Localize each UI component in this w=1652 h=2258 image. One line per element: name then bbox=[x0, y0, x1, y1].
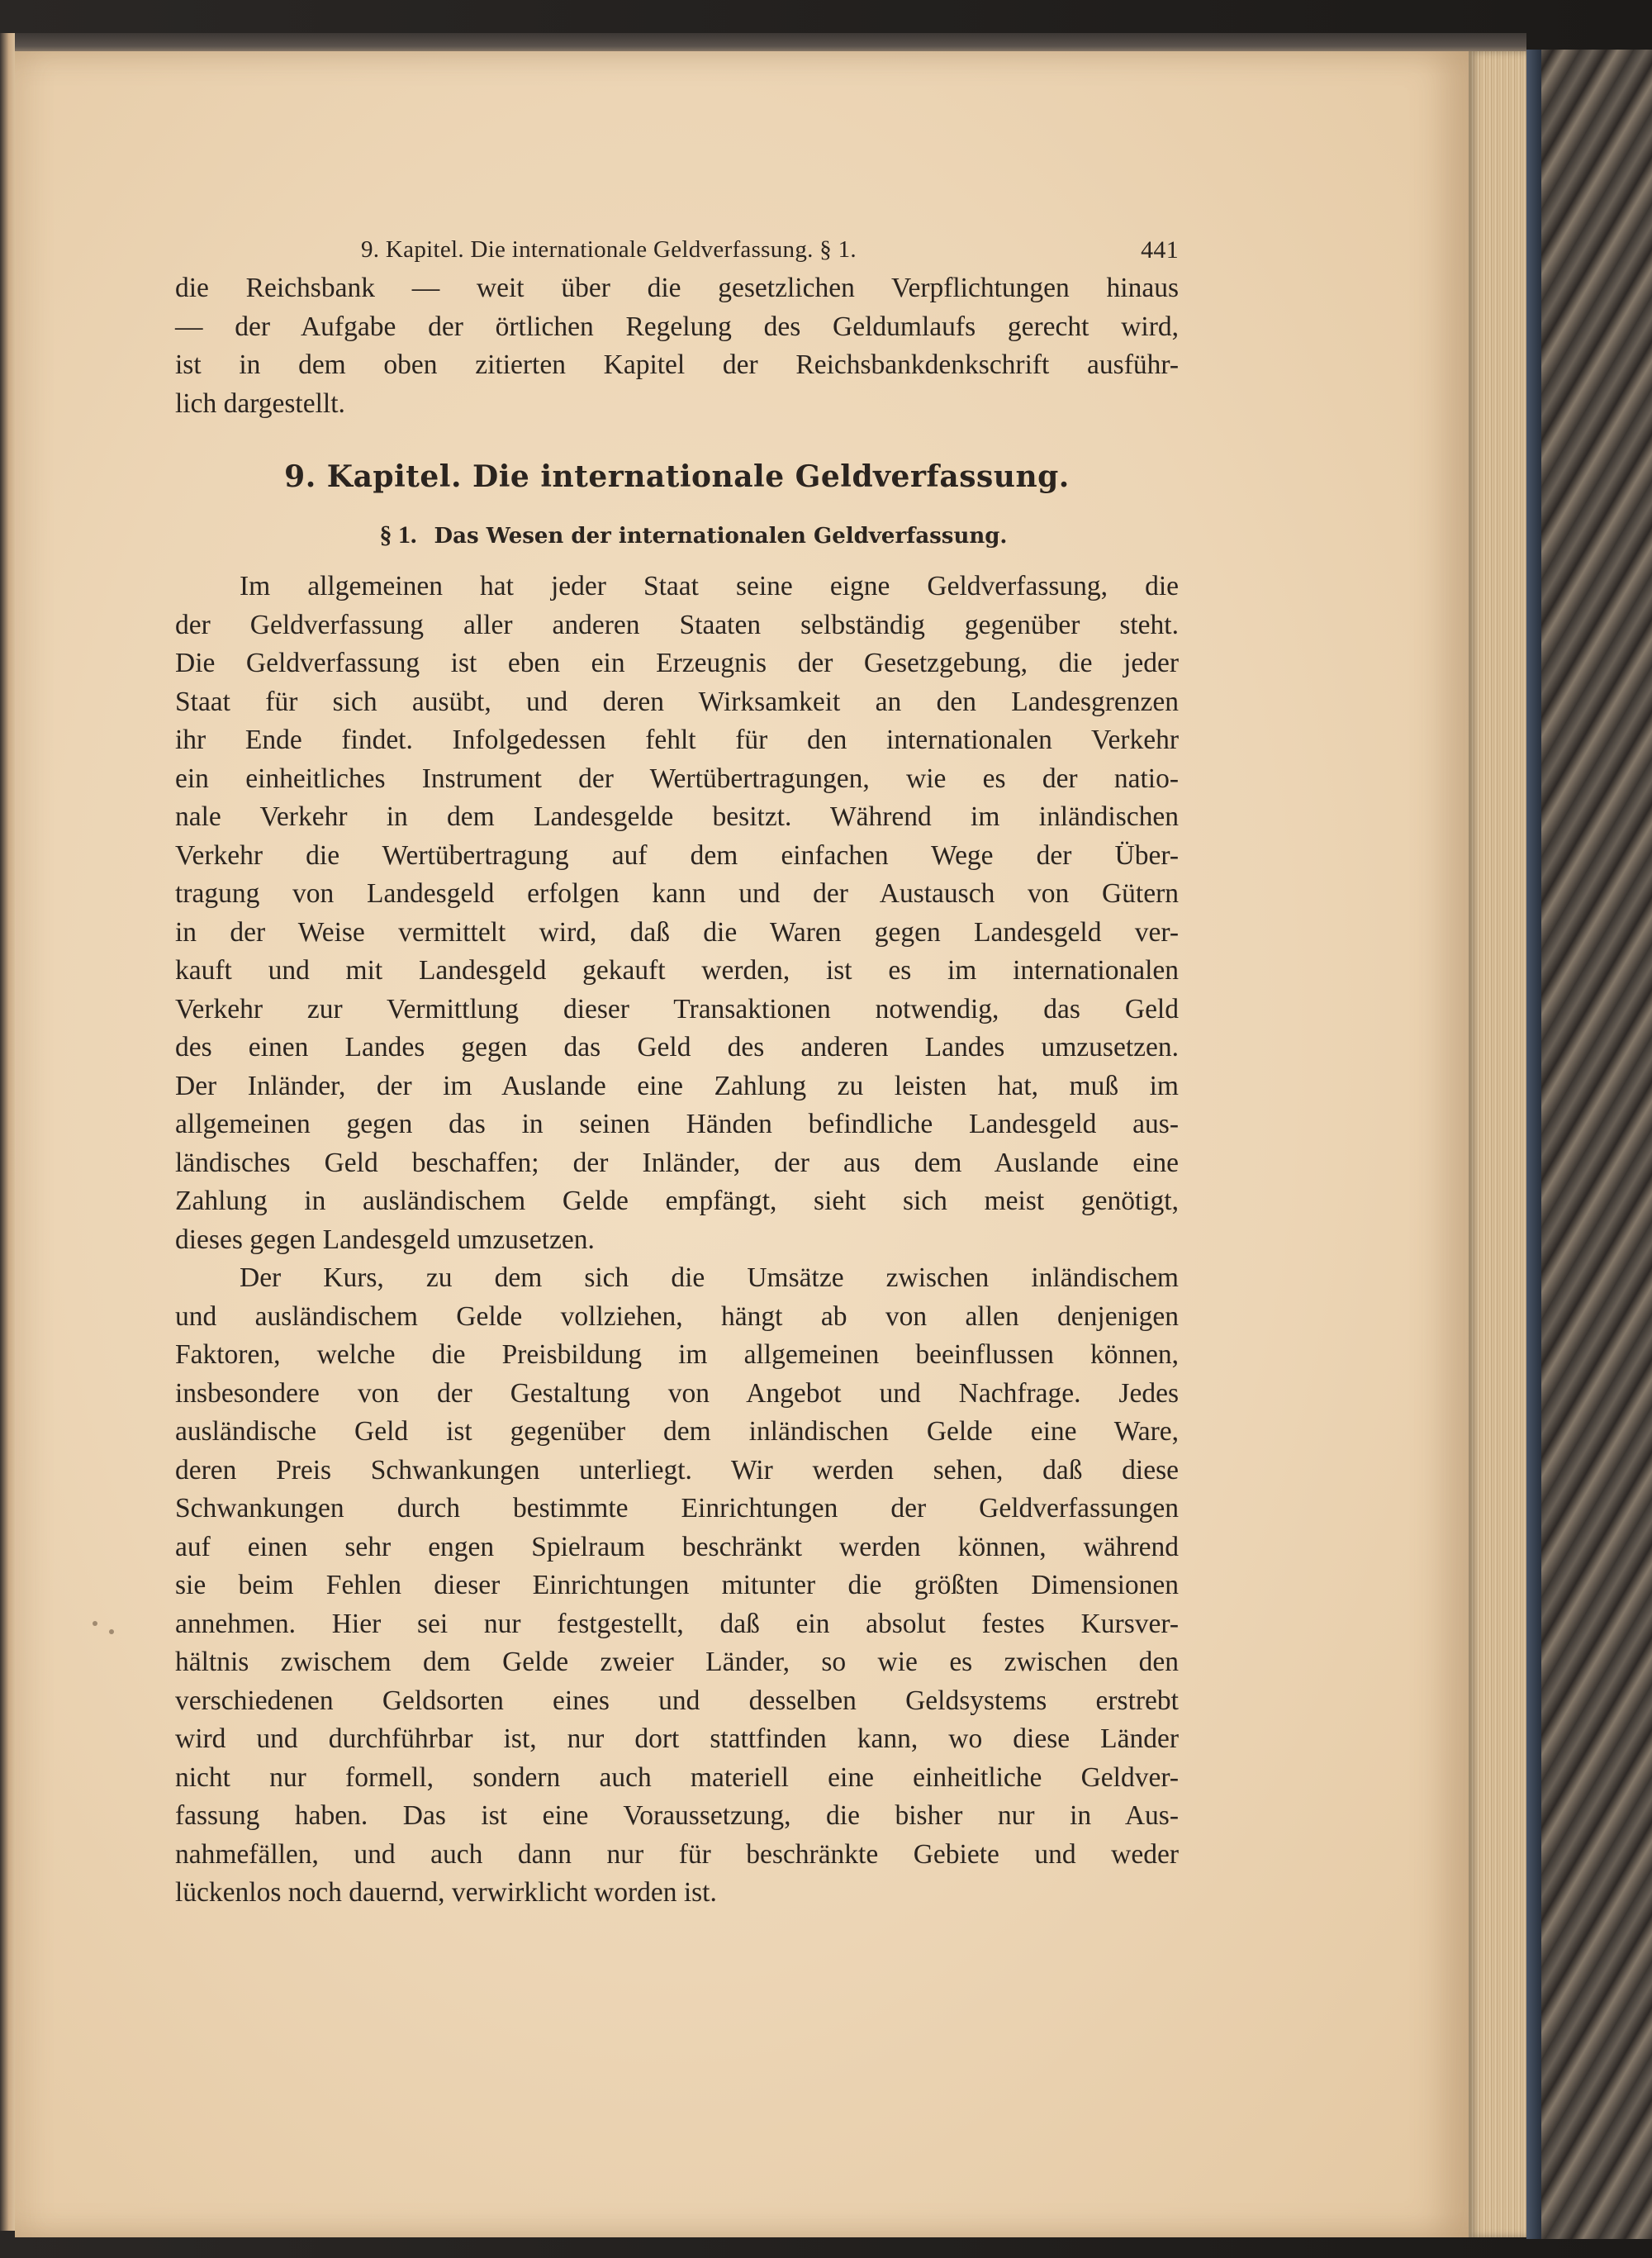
text-line: Die Geldverfassung ist eben ein Erzeugnis der Gesetzgebung, die jeder bbox=[175, 648, 1179, 678]
text-line: nicht nur formell, sondern auch materiell eine einheitliche Geldver- bbox=[175, 1761, 1179, 1793]
text-line: ländisches Geld beschaffen; der Inländer, der aus dem Auslande eine bbox=[175, 1147, 1179, 1178]
text-line: Zahlung in ausländischem Gelde empfängt, sieht sich meist genötigt, bbox=[175, 1186, 1179, 1216]
paragraph-1 bbox=[175, 568, 1179, 1259]
text-line: tragung von Landesgeld erfolgen kann und der Austausch von Gütern bbox=[175, 878, 1179, 909]
text-line: — der Aufgabe der örtlichen Regelung des Geldumlaufs gerecht wird, bbox=[175, 311, 1179, 342]
text-line: des einen Landes gegen das Geld des anderen Landes umzusetzen. bbox=[175, 1032, 1179, 1062]
paragraph-2 bbox=[175, 1259, 1179, 1913]
paper-speck bbox=[93, 1621, 97, 1626]
text-line: Der Inländer, der im Auslande eine Zahlung zu leisten hat, muß im bbox=[175, 1070, 1179, 1101]
chapter-title: 9. Kapitel. Die internationale Geldverfassung. bbox=[284, 459, 1070, 494]
opening-paragraph bbox=[175, 269, 1179, 423]
marbled-cover bbox=[1526, 50, 1652, 2239]
text-line: Staat für sich ausübt, und deren Wirksamkeit an den Landesgrenzen bbox=[175, 686, 1179, 717]
text-line: sie beim Fehlen dieser Einrichtungen mitunter die größten Dimensionen bbox=[175, 1570, 1179, 1600]
text-line: allgemeinen gegen das in seinen Händen befindliche Landesgeld aus- bbox=[175, 1109, 1179, 1139]
page-number: 441 bbox=[1141, 236, 1179, 264]
running-head-title: 9. Kapitel. Die internationale Geldverfassung. § 1. bbox=[361, 236, 857, 263]
text-line: Faktoren, welche die Preisbildung im allgemeinen beeinflussen können, bbox=[175, 1339, 1179, 1370]
left-page-edge bbox=[0, 33, 15, 2231]
text-line: Verkehr die Wertübertragung auf dem einfachen Wege der Über- bbox=[175, 839, 1179, 871]
text-line: kauft und mit Landesgeld gekauft werden, ist es im internationalen bbox=[175, 955, 1179, 986]
running-head bbox=[175, 228, 1179, 269]
text-line: insbesondere von der Gestaltung von Angebot und Nachfrage. Jedes bbox=[175, 1377, 1179, 1409]
text-line: auf einen sehr engen Spielraum beschränkt werden können, während bbox=[175, 1531, 1179, 1562]
paper-speck bbox=[109, 1629, 114, 1634]
text-line: nale Verkehr in dem Landesgelde besitzt. Während im inländischen bbox=[175, 801, 1179, 832]
section-title bbox=[175, 519, 1179, 553]
text-line: Im allgemeinen hat jeder Staat seine eigne Geldverfassung, die bbox=[240, 571, 1179, 601]
text-line: der Geldverfassung aller anderen Staaten selbständig gegenüber steht. bbox=[175, 609, 1179, 640]
text-line: Verkehr zur Vermittlung dieser Transaktionen notwendig, das Geld bbox=[175, 993, 1179, 1024]
text-line: hältnis zwischem dem Gelde zweier Länder, so wie es zwischen den bbox=[175, 1647, 1179, 1677]
text-line: fassung haben. Das ist eine Voraussetzung, die bisher nur in Aus- bbox=[175, 1800, 1179, 1831]
section-sign: § 1. bbox=[379, 521, 417, 549]
text-line: Der Kurs, zu dem sich die Umsätze zwischen inländischem bbox=[240, 1262, 1179, 1293]
text-line: Schwankungen durch bestimmte Einrichtungen der Geldverfassungen bbox=[175, 1493, 1179, 1524]
text-line: dieses gegen Landesgeld umzusetzen. bbox=[175, 1224, 595, 1255]
text-line: lückenlos noch dauernd, verwirklicht worden ist. bbox=[175, 1877, 717, 1908]
section-title-text: Das Wesen der internationalen Geldverfassung. bbox=[434, 524, 1008, 549]
page-stack-edge bbox=[1469, 51, 1526, 2237]
text-line: ihr Ende findet. Infolgedessen fehlt für den internationalen Verkehr bbox=[175, 725, 1179, 755]
text-line: lich dargestellt. bbox=[175, 387, 345, 419]
text-line: nahmefällen, und auch dann nur für beschränkte Gebiete und weder bbox=[175, 1838, 1179, 1870]
text-line: ist in dem oben zitierten Kapitel der Reichsbankdenkschrift ausführ- bbox=[175, 349, 1179, 380]
text-line: wird und durchführbar ist, nur dort stattfinden kann, wo diese Länder bbox=[175, 1723, 1179, 1754]
text-line: in der Weise vermittelt wird, daß die Waren gegen Landesgeld ver- bbox=[175, 916, 1179, 948]
text-line: ausländische Geld ist gegenüber dem inländischen Gelde eine Ware, bbox=[175, 1416, 1179, 1447]
text-line: deren Preis Schwankungen unterliegt. Wir werden sehen, daß diese bbox=[175, 1454, 1179, 1486]
text-line: und ausländischem Gelde vollziehen, hängt ab von allen denjenigen bbox=[175, 1300, 1179, 1332]
text-line: ein einheitliches Instrument der Wertübertragungen, wie es der natio- bbox=[175, 763, 1179, 794]
cover-spine-edge bbox=[1526, 50, 1541, 2239]
page-text bbox=[175, 228, 1179, 1913]
text-line: annehmen. Hier sei nur festgestellt, daß ein absolut festes Kursver- bbox=[175, 1608, 1179, 1639]
text-line: die Reichsbank — weit über die gesetzlichen Verpflichtungen hinaus bbox=[175, 273, 1179, 303]
text-line: verschiedenen Geldsorten eines und desselben Geldsystems erstrebt bbox=[175, 1685, 1179, 1716]
